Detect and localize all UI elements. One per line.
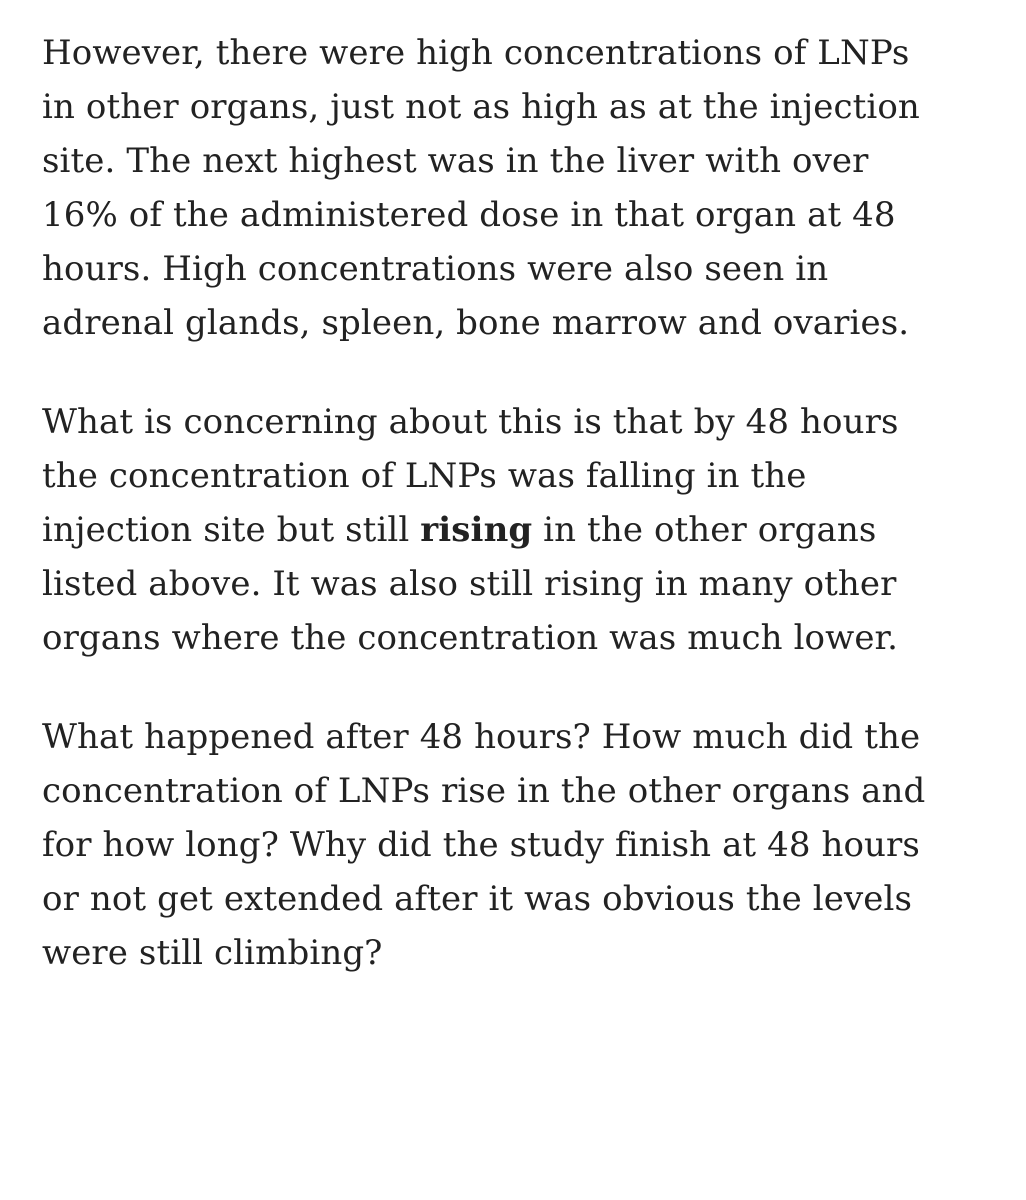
text-line: or not get extended after it was obvious the levels	[42, 879, 913, 919]
text-line: organs where the concentration was much lower.	[42, 618, 899, 658]
emphasis-word: rising	[420, 510, 533, 550]
text-line: the concentration of LNPs was falling in the	[42, 456, 807, 496]
paragraph-1	[42, 26, 1002, 350]
text-line: listed above. It was also still rising in many other	[42, 564, 897, 604]
text-line: 16% of the administered dose in that organ at 48	[42, 195, 896, 235]
text-segment: injection site but still	[42, 510, 421, 550]
text-line: were still climbing?	[42, 933, 383, 973]
paragraph-2	[42, 395, 1002, 665]
paragraph-3	[42, 710, 1002, 980]
text-line: site. The next highest was in the liver with over	[42, 141, 869, 181]
text-line: What happened after 48 hours? How much did the	[42, 717, 921, 757]
article-body	[42, 26, 1002, 980]
text-line: What is concerning about this is that by 48 hours	[42, 402, 899, 442]
text-line-with-emphasis	[42, 503, 1002, 557]
text-line: in other organs, just not as high as at the injection	[42, 87, 920, 127]
text-segment: in the other organs	[532, 510, 877, 550]
text-line: However, there were high concentrations of LNPs	[42, 33, 910, 73]
text-line: concentration of LNPs rise in the other organs and	[42, 771, 926, 811]
text-line: for how long? Why did the study finish at 48 hours	[42, 825, 920, 865]
text-line: adrenal glands, spleen, bone marrow and ovaries.	[42, 303, 910, 343]
text-line: hours. High concentrations were also seen in	[42, 249, 829, 289]
